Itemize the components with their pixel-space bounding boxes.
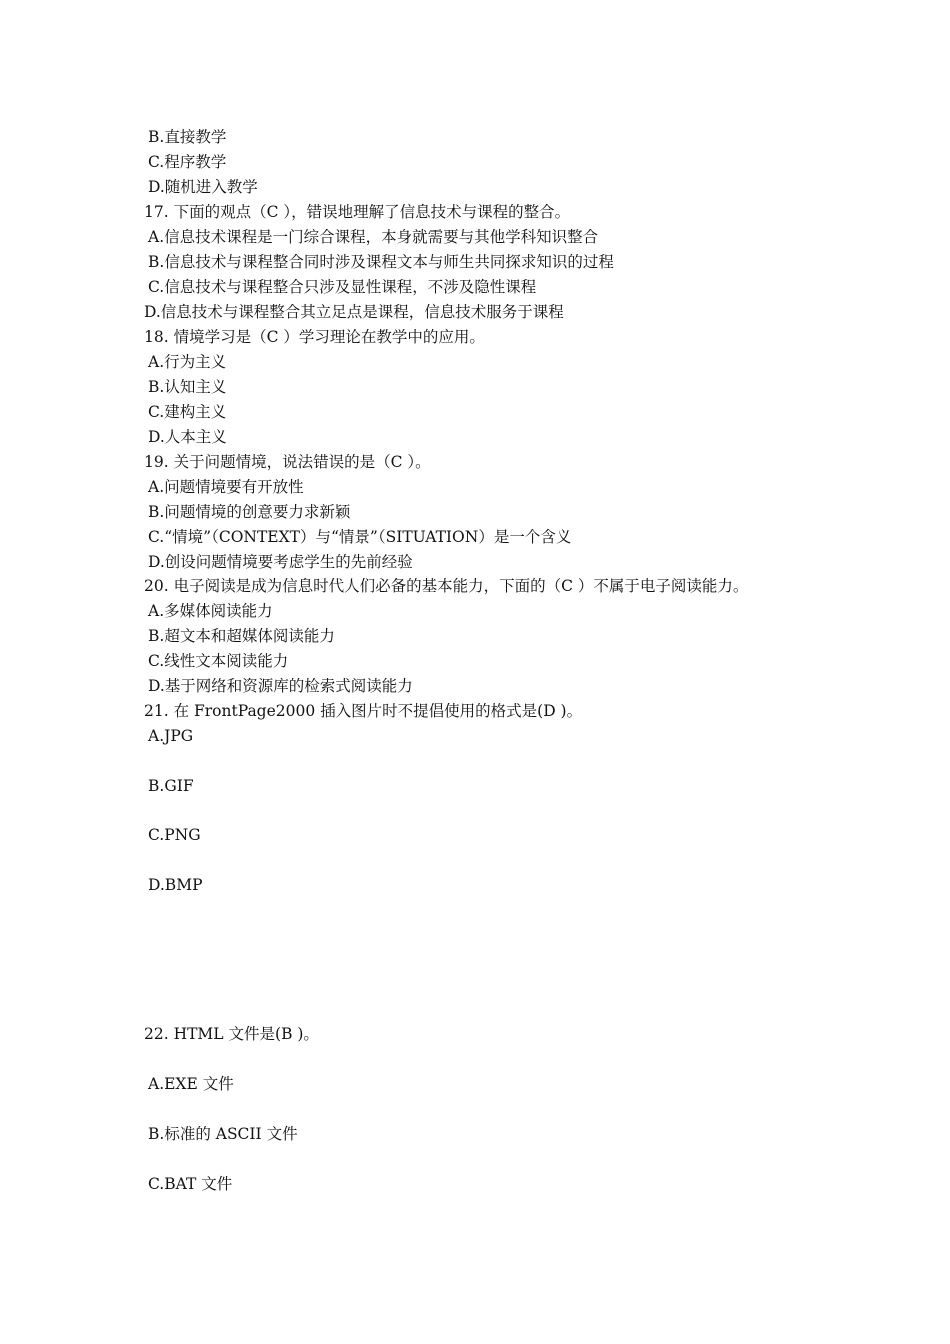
option-line: A.问题情境要有开放性 — [148, 478, 304, 496]
option-line: C.PNG — [148, 826, 201, 844]
option-line: B.标准的 ASCII 文件 — [148, 1125, 298, 1143]
option-line: D.基于网络和资源库的检索式阅读能力 — [148, 677, 413, 695]
option-line: C.线性文本阅读能力 — [148, 652, 289, 670]
option-line: B.认知主义 — [148, 378, 227, 396]
option-line: B.GIF — [148, 777, 194, 795]
question-20: 20. 电子阅读是成为信息时代人们必备的基本能力，下面的（C ）不属于电子阅读能力。 — [144, 577, 749, 595]
option-line: C.“情境”（CONTEXT）与“情景”（SITUATION）是一个含义 — [148, 528, 572, 546]
option-line: B.信息技术与课程整合同时涉及课程文本与师生共同探求知识的过程 — [148, 253, 614, 271]
option-line: D.BMP — [148, 876, 203, 894]
option-line: C.BAT 文件 — [148, 1175, 233, 1193]
question-18: 18. 情境学习是（C ）学习理论在教学中的应用。 — [144, 328, 485, 346]
option-line: B.直接教学 — [148, 128, 227, 146]
question-21: 21. 在 FrontPage2000 插入图片时不提倡使用的格式是(D )。 — [144, 702, 583, 720]
option-line: A.行为主义 — [148, 353, 227, 371]
question-19: 19. 关于问题情境，说法错误的是（C ）。 — [144, 453, 431, 471]
option-line: D.信息技术与课程整合其立足点是课程，信息技术服务于课程 — [144, 303, 564, 321]
option-line: A.EXE 文件 — [148, 1075, 234, 1093]
option-line: B.超文本和超媒体阅读能力 — [148, 627, 335, 645]
question-22: 22. HTML 文件是(B )。 — [144, 1025, 319, 1043]
option-line: D.随机进入教学 — [148, 178, 258, 196]
option-line: A.多媒体阅读能力 — [148, 602, 273, 620]
option-line: B.问题情境的创意要力求新颖 — [148, 503, 351, 521]
option-line: A.JPG — [148, 727, 194, 745]
option-line: C.信息技术与课程整合只涉及显性课程，不涉及隐性课程 — [148, 278, 537, 296]
option-line: D.创设问题情境要考虑学生的先前经验 — [148, 553, 413, 571]
option-line: C.建构主义 — [148, 403, 227, 421]
option-line: D.人本主义 — [148, 428, 227, 446]
question-17: 17. 下面的观点（C ），错误地理解了信息技术与课程的整合。 — [144, 203, 571, 221]
option-line: C.程序教学 — [148, 153, 227, 171]
option-line: A.信息技术课程是一门综合课程，本身就需要与其他学科知识整合 — [148, 228, 599, 246]
